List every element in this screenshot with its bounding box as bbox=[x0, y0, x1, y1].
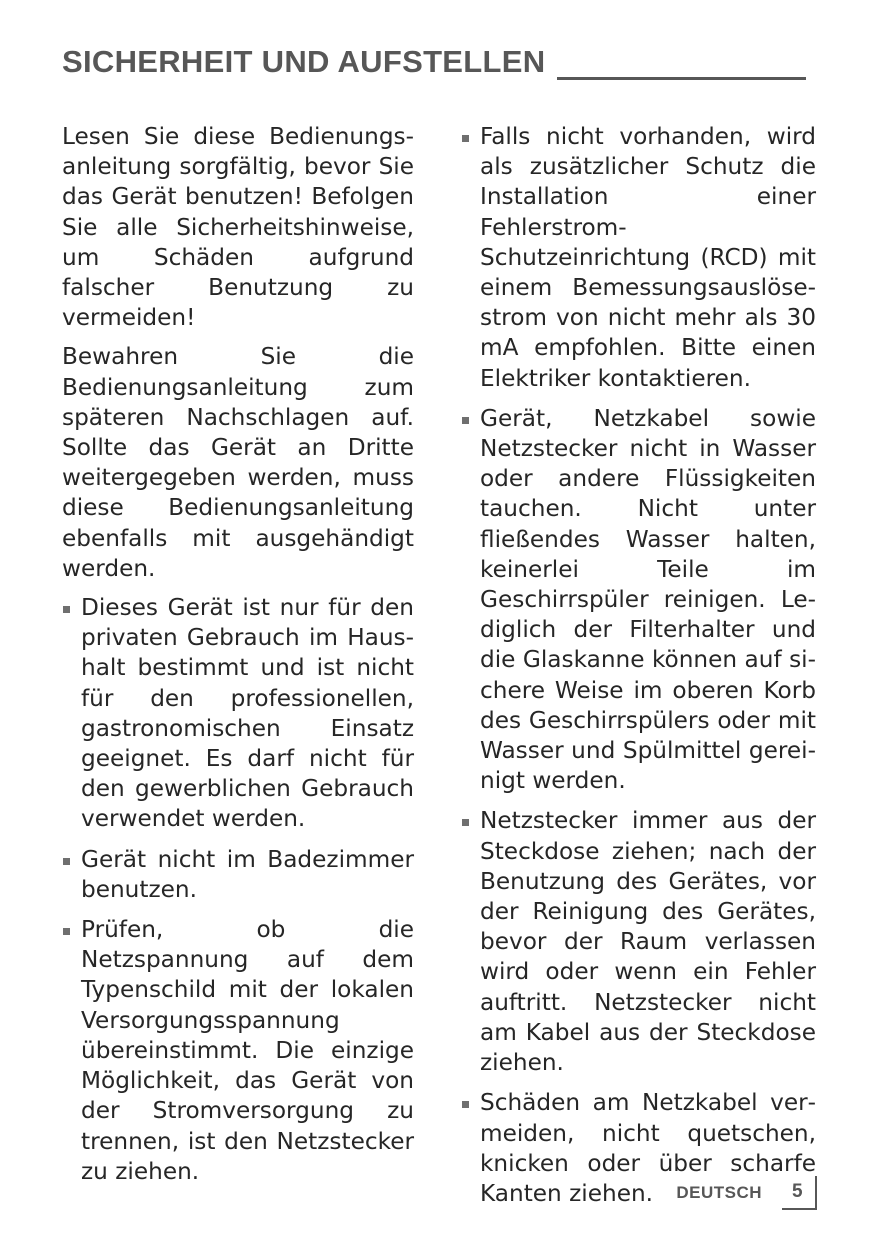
list-item bbox=[461, 122, 816, 394]
square-bullet-icon bbox=[63, 606, 70, 613]
page-title: SICHERHEIT UND AUFSTELLEN bbox=[62, 44, 546, 79]
list-item-text: Netzstecker immer aus der Steckdose ziehen; nach der Benutzung des Gerätes, vor der Reinigung des Gerätes, bevor der Raum verlassen wird oder wenn ein Fehler auftritt. Netzstecker nicht am Kabel aus der Steckdose ziehen. bbox=[480, 807, 816, 1077]
page-footer bbox=[676, 1176, 817, 1210]
list-item bbox=[461, 404, 816, 797]
square-bullet-icon bbox=[462, 135, 469, 142]
square-bullet-icon bbox=[63, 858, 70, 865]
list-item-text: Schäden am Netzkabel vermeiden, nicht quetschen, knicken oder über scharfe Kanten ziehen. bbox=[480, 1089, 816, 1207]
right-column bbox=[461, 122, 816, 1219]
list-item bbox=[62, 593, 414, 835]
safety-list-right bbox=[461, 122, 816, 1209]
list-item-text: Gerät, Netzkabel sowie Netzstecker nicht in Wasser oder andere Flüssigkeiten tauchen. Nicht unter fließendes Wasser halten, keinerlei Teile im Geschirrspüler reinigen. Lediglich der Filterhalter und die Glaskanne können auf sichere Weise im oberen Korb des Geschirrspülers oder mit Wasser und Spülmittel gereinigt werden. bbox=[480, 404, 816, 795]
left-column bbox=[62, 122, 414, 1197]
square-bullet-icon bbox=[63, 928, 70, 935]
title-underline bbox=[557, 77, 806, 80]
list-item bbox=[62, 915, 414, 1187]
list-item-text: Falls nicht vorhanden, wird als zusätzlicher Schutz die Installation einer Fehlerstrom-Schutzeinrichtung (RCD) mit einem Bemessungsauslösestrom von nicht mehr als 30 mA empfohlen. Bitte einen Elektriker kontaktieren. bbox=[480, 123, 816, 392]
square-bullet-icon bbox=[462, 819, 469, 826]
list-item-text: Prüfen, ob die Netzspannung auf dem Typenschild mit der lokalen Versorgungsspannung übereinstimmt. Die einzige Möglichkeit, das Gerät von der Stromversorgung zu trennen, ist den Netzstecker zu ziehen. bbox=[81, 916, 414, 1185]
safety-list-left bbox=[62, 593, 414, 1187]
square-bullet-icon bbox=[462, 417, 469, 424]
page-number: 5 bbox=[782, 1176, 817, 1210]
intro-paragraph-1: Lesen Sie diese Bedienungsanleitung sorgfältig, bevor Sie das Gerät benutzen! Befolgen Sie alle Sicherheitshinweise, um Schäden aufgrund falscher Benutzung zu vermeiden! bbox=[62, 123, 414, 332]
list-item bbox=[461, 806, 816, 1078]
list-item-text: Gerät nicht im Badezimmer benutzen. bbox=[81, 845, 414, 903]
intro-paragraph-2: Bewahren Sie die Bedienungsanleitung zum späteren Nachschlagen auf. Sollte das Gerät an Dritte weitergegeben werden, muss diese Bedienungsanleitung ebenfalls mit ausgehändigt werden. bbox=[62, 343, 414, 582]
square-bullet-icon bbox=[462, 1101, 469, 1108]
footer-language: DEUTSCH bbox=[676, 1183, 762, 1202]
list-item bbox=[62, 845, 414, 905]
list-item-text: Dieses Gerät ist nur für den privaten Gebrauch im Haushalt bestimmt und ist nicht für den professionellen, gastronomischen Einsatz geeignet. Es darf nicht für den gewerblichen Gebrauch verwendet werden. bbox=[81, 594, 414, 833]
